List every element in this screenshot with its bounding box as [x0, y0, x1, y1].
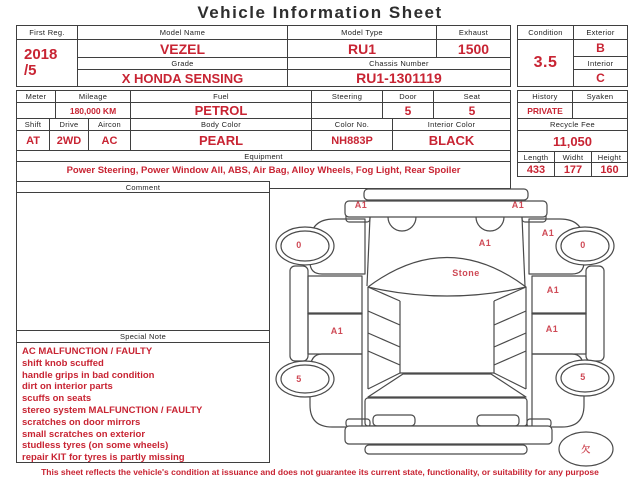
windshield-shape — [368, 258, 526, 297]
height-value: 160 — [591, 162, 628, 177]
shift-value: AT — [16, 130, 50, 151]
color-no-label: Color No. — [311, 118, 393, 131]
front-right-door — [532, 276, 586, 314]
trunk-lid — [365, 398, 527, 426]
grade-value: X HONDA SENSING — [77, 69, 288, 87]
first-reg-value — [16, 39, 78, 87]
mileage-label: Mileage — [55, 90, 131, 103]
exterior-label: Exterior — [573, 25, 628, 40]
hood-left-edge — [367, 217, 370, 286]
special-note-body — [16, 342, 270, 463]
car-damage-diagram — [270, 183, 640, 471]
fuel-label: Fuel — [130, 90, 312, 103]
c-pillar-right-1 — [494, 351, 526, 365]
model-name-value: VEZEL — [77, 39, 288, 58]
front-left-wheel — [276, 227, 334, 265]
b-pillar-left-1 — [368, 311, 400, 325]
damage-marker-rear-right-wheel: 5 — [580, 372, 586, 382]
chassis-number-label: Chassis Number — [287, 57, 511, 70]
condition-label: Condition — [517, 25, 574, 40]
damage-marker-front-right-door: A1 — [546, 285, 560, 295]
mileage-value: 180,000 KM — [55, 102, 131, 119]
interior-label: Interior — [573, 56, 628, 70]
chassis-number-value: RU1-1301119 — [287, 69, 511, 87]
page-title: Vehicle Information Sheet — [197, 3, 443, 22]
comment-body — [16, 192, 270, 331]
rear-right-door — [532, 313, 586, 354]
special-note-line: handle grips in bad condition — [22, 369, 155, 381]
aircon-value: AC — [88, 130, 131, 151]
meter-label: Meter — [16, 90, 56, 103]
condition-score: 3.5 — [517, 39, 574, 87]
interior-grade: C — [573, 69, 628, 87]
car-outline-drawing — [270, 183, 640, 471]
recycle-fee-value: 11,050 — [517, 130, 628, 152]
special-note-label: Special Note — [16, 330, 270, 343]
rear-bumper — [345, 426, 552, 444]
tail-lamp-left — [373, 415, 415, 426]
c-pillar-left-1 — [368, 351, 400, 365]
damage-marker-front-left-wheel: 0 — [296, 240, 302, 250]
interior-color-label: Interior Color — [392, 118, 511, 131]
disclaimer-text: This sheet reflects the vehicle's condition at issuance and does not guarantee its current state, functionality, or suitability for any purpose — [41, 467, 599, 477]
color-no-value: NH883P — [311, 130, 393, 151]
b-pillar-right-2 — [494, 333, 526, 347]
special-note-line: studless tyres (on some wheels) — [22, 440, 169, 452]
special-note-line: stereo system MALFUNCTION / FAULTY — [22, 404, 203, 416]
b-pillar-left-2 — [368, 333, 400, 347]
grade-label: Grade — [77, 57, 288, 70]
aircon-label: Aircon — [88, 118, 131, 131]
special-note-line: small scratches on exterior — [22, 428, 146, 440]
fuel-value: PETROL — [130, 102, 312, 119]
damage-marker-front-bumper-right: A1 — [511, 200, 525, 210]
damage-marker-front-bumper-left: A1 — [354, 200, 368, 210]
special-note-line: scuffs on seats — [22, 393, 92, 405]
front-upper-bar — [364, 189, 528, 200]
first-reg-year: 2018 — [24, 46, 58, 63]
syaken-label: Syaken — [572, 90, 628, 103]
b-pillar-right-1 — [494, 311, 526, 325]
special-note-line: scratches on door mirrors — [22, 416, 141, 428]
headlight-left — [388, 217, 416, 231]
tail-lamp-right — [477, 415, 519, 426]
special-note-line: repair KIT for tyres is partly missing — [22, 452, 185, 463]
steering-label: Steering — [311, 90, 383, 103]
history-value: PRIVATE — [517, 102, 573, 119]
rear-lower-bar — [365, 445, 527, 454]
headlight-right — [476, 217, 504, 231]
exterior-grade: B — [573, 39, 628, 57]
body-color-value: PEARL — [130, 130, 312, 151]
first-reg-month: /5 — [24, 62, 37, 79]
equipment-label: Equipment — [16, 150, 511, 162]
length-label: Length — [517, 151, 555, 163]
width-value: 177 — [554, 162, 592, 177]
front-left-door — [308, 276, 362, 314]
equipment-list: Power Steering, Power Window All, ABS, Air Bag, Alloy Wheels, Fog Light, Rear Spoiler — [16, 161, 511, 189]
door-count: 5 — [382, 102, 434, 119]
width-label: Widht — [554, 151, 592, 163]
first-reg-label: First Reg. — [16, 25, 78, 40]
damage-marker-front-right-fender: A1 — [541, 228, 555, 238]
left-sill — [290, 266, 308, 361]
shift-label: Shift — [16, 118, 50, 131]
comment-label: Comment — [16, 181, 270, 193]
meter-value — [16, 102, 56, 119]
body-color-label: Body Color — [130, 118, 312, 131]
model-name-label: Model Name — [77, 25, 288, 40]
damage-marker-front-right-wheel: 0 — [580, 240, 586, 250]
right-sill — [586, 266, 604, 361]
special-note-line: AC MALFUNCTION / FAULTY — [22, 346, 153, 357]
a-pillar-left — [368, 287, 400, 301]
seat-label: Seat — [433, 90, 511, 103]
damage-marker-hood: A1 — [478, 238, 492, 248]
seat-count: 5 — [433, 102, 511, 119]
special-note-line: dirt on interior parts — [22, 381, 113, 393]
special-note-line: shift knob scuffed — [22, 357, 104, 369]
damage-marker-rear-right-door: A1 — [545, 324, 559, 334]
interior-color-value: BLACK — [392, 130, 511, 151]
damage-marker-rear-left-door: A1 — [330, 326, 344, 336]
drive-label: Drive — [49, 118, 89, 131]
drive-value: 2WD — [49, 130, 89, 151]
length-value: 433 — [517, 162, 555, 177]
damage-marker-spare-wheel: 欠 — [581, 444, 591, 455]
history-label: History — [517, 90, 573, 103]
steering-value — [311, 102, 383, 119]
hood-right-edge — [522, 217, 525, 286]
model-type-label: Model Type — [287, 25, 437, 40]
damage-marker-rear-left-wheel: 5 — [296, 374, 302, 384]
exhaust-label: Exhaust — [436, 25, 511, 40]
recycle-fee-label: Recycle Fee — [517, 118, 628, 131]
damage-marker-windshield: Stone — [452, 268, 480, 278]
model-type-value: RU1 — [287, 39, 437, 58]
rear-left-wheel — [276, 361, 334, 397]
syaken-value — [572, 102, 628, 119]
door-label: Door — [382, 90, 434, 103]
exhaust-value: 1500 — [436, 39, 511, 58]
height-label: Height — [591, 151, 628, 163]
a-pillar-right — [494, 287, 526, 301]
